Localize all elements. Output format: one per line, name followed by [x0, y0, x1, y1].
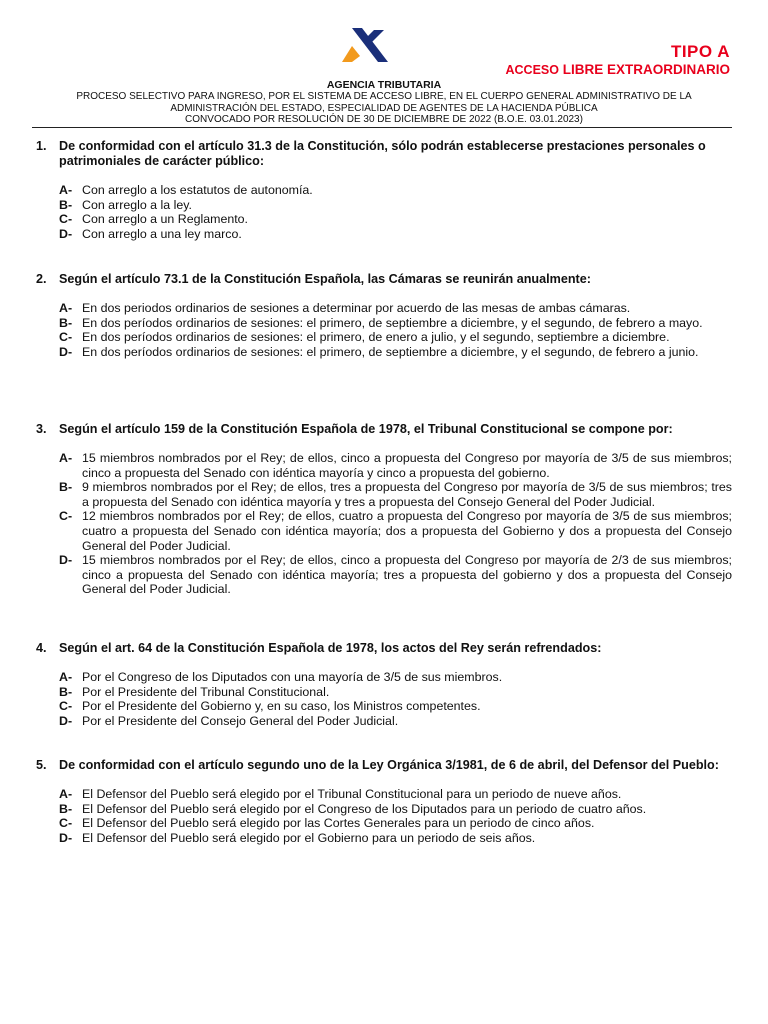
option-text: 15 miembros nombrados por el Rey; de ellos, cinco a propuesta del Congreso por mayoría de 2/3 de sus miembros; cinco a propuesta del Senado con idéntica mayoría; tres a propuesta del gobierno y dos a propuesta del Consejo General del Poder Judicial. — [82, 553, 732, 597]
question-number: 1. — [36, 139, 47, 153]
agency-title: AGENCIA TRIBUTARIA — [326, 79, 442, 91]
option-text: 9 miembros nombrados por el Rey; de ellos, tres a propuesta del Congreso por mayoría de 3/5 de sus miembros; tres a propuesta del Senado con idéntica mayoría y tres a propuesta del Consejo General del Poder Judicial. — [82, 480, 732, 509]
option-c — [59, 509, 732, 553]
logo-orange-triangle — [342, 46, 360, 62]
option-c — [59, 816, 732, 831]
question-text: De conformidad con el artículo 31.3 de la Constitución, sólo podrán establecerse prestaciones personales o patrimoniales de carácter público: — [59, 139, 706, 168]
option-d — [59, 345, 732, 360]
option-a — [59, 670, 732, 685]
option-text: El Defensor del Pueblo será elegido por el Gobierno para un periodo de seis años. — [82, 830, 536, 845]
option-text: En dos periodos ordinarios de sesiones a determinar por acuerdo de las mesas de ambas cámaras. — [82, 301, 631, 315]
question-1 — [36, 139, 732, 272]
option-a — [59, 301, 732, 316]
option-text: 15 miembros nombrados por el Rey; de ellos, cinco a propuesta del Congreso por mayoría de 3/5 de sus miembros; cinco a propuesta del Senado con idéntica mayoría y cinco a propuesta del gobierno. — [82, 451, 732, 480]
option-text: Con arreglo a los estatutos de autonomía. — [82, 183, 313, 197]
option-letter: A- — [59, 183, 73, 197]
option-c — [59, 699, 732, 714]
answer-options — [59, 451, 732, 597]
option-c — [59, 330, 732, 345]
option-text: El Defensor del Pueblo será elegido por el Congreso de los Diputados para un periodo de cuatro años. — [82, 801, 647, 816]
option-letter: A- — [59, 670, 73, 684]
subtitle-line: PROCESO SELECTIVO PARA INGRESO, POR EL SISTEMA DE ACCESO LIBRE, EN EL CUERPO GENERAL ADMINISTRATIVO DE LA — [76, 91, 692, 102]
header-divider — [32, 127, 732, 128]
option-letter: A- — [59, 301, 73, 315]
question-text: Según el art. 64 de la Constitución Española de 1978, los actos del Rey serán refrendados: — [59, 641, 602, 655]
question-title — [36, 272, 732, 287]
option-letter: C- — [59, 330, 73, 345]
option-letter: B- — [59, 480, 73, 495]
logo-blue-wedge — [364, 30, 384, 46]
question-number: 3. — [36, 422, 47, 436]
subtitle-line: CONVOCADO POR RESOLUCIÓN DE 30 DE DICIEMBRE DE 2022 (B.O.E. 03.01.2023) — [185, 114, 583, 125]
question-2 — [36, 272, 732, 422]
option-text: Por el Presidente del Consejo General del Poder Judicial. — [82, 713, 399, 728]
option-text: Con arreglo a la ley. — [82, 197, 192, 212]
access-word: ACCESO — [505, 63, 559, 77]
question-text: Según el artículo 159 de la Constitución Española de 1978, el Tribunal Constitucional se compone por: — [59, 422, 673, 436]
question-title — [36, 422, 732, 437]
access-rest: LIBRE EXTRAORDINARIO — [558, 62, 730, 77]
option-text: En dos períodos ordinarios de sesiones: el primero, de septiembre a diciembre, y el segundo, de febrero a junio. — [82, 344, 699, 359]
answer-options — [59, 301, 732, 359]
option-text: En dos períodos ordinarios de sesiones: el primero, de enero a julio, y el segundo, septiembre a diciembre. — [82, 330, 670, 345]
option-text: Por el Presidente del Tribunal Constitucional. — [82, 684, 330, 699]
option-letter: D- — [59, 713, 73, 728]
answer-options — [59, 670, 732, 728]
option-letter: D- — [59, 226, 73, 241]
question-number: 4. — [36, 641, 47, 655]
option-d — [59, 714, 732, 729]
subtitle-line: ADMINISTRACIÓN DEL ESTADO, ESPECIALIDAD DE AGENTES DE LA HACIENDA PÚBLICA — [170, 102, 598, 114]
option-d — [59, 553, 732, 597]
agencia-tributaria-logo — [338, 26, 390, 64]
option-text: El Defensor del Pueblo será elegido por el Tribunal Constitucional para un periodo de nueve años. — [82, 787, 622, 801]
option-letter: A- — [59, 787, 73, 801]
option-letter: D- — [59, 553, 73, 568]
option-text: En dos períodos ordinarios de sesiones: el primero, de septiembre a diciembre, y el segundo, de febrero a mayo. — [82, 315, 703, 330]
option-b — [59, 685, 732, 700]
option-letter: D- — [59, 830, 73, 845]
answer-options — [59, 787, 732, 845]
option-letter: C- — [59, 699, 73, 714]
question-5 — [36, 758, 732, 868]
option-letter: C- — [59, 509, 73, 524]
option-letter: B- — [59, 197, 73, 212]
option-text: Con arreglo a un Reglamento. — [82, 212, 248, 227]
option-letter: B- — [59, 801, 73, 816]
option-text: 12 miembros nombrados por el Rey; de ellos, cuatro a propuesta del Congreso por mayoría de 3/5 de sus miembros; cuatro a propuesta del Senado con idéntica mayoría; dos a propuesta del Gobierno y dos a propuesta del Consejo General del Poder Judicial. — [82, 509, 732, 553]
option-a — [59, 451, 732, 480]
option-text: Por el Congreso de los Diputados con una mayoría de 3/5 de sus miembros. — [82, 670, 503, 684]
option-letter: B- — [59, 315, 73, 330]
question-list — [36, 139, 732, 868]
option-letter: C- — [59, 816, 73, 831]
question-text: Según el artículo 73.1 de la Constitución Española, las Cámaras se reunirán anualmente: — [59, 272, 591, 286]
question-title — [36, 641, 732, 656]
question-number: 2. — [36, 272, 47, 286]
option-letter: C- — [59, 212, 73, 227]
option-b — [59, 802, 732, 817]
question-3 — [36, 422, 732, 641]
option-letter: D- — [59, 344, 73, 359]
option-d — [59, 227, 732, 242]
option-letter: A- — [59, 451, 73, 465]
option-a — [59, 183, 732, 198]
question-title — [36, 139, 732, 169]
question-4 — [36, 641, 732, 758]
question-text: De conformidad con el artículo segundo uno de la Ley Orgánica 3/1981, de 6 de abril, del Defensor del Pueblo: — [59, 758, 719, 772]
option-d — [59, 831, 732, 846]
question-number: 5. — [36, 758, 47, 772]
option-text: El Defensor del Pueblo será elegido por las Cortes Generales para un periodo de cinco años. — [82, 816, 595, 831]
option-text: Con arreglo a una ley marco. — [82, 226, 242, 241]
option-text: Por el Presidente del Gobierno y, en su caso, los Ministros competentes. — [82, 699, 481, 714]
exam-subtitle — [40, 91, 728, 126]
option-b — [59, 198, 732, 213]
exam-type-label: TIPO A — [670, 42, 730, 61]
option-a — [59, 787, 732, 802]
option-letter: B- — [59, 684, 73, 699]
option-b — [59, 316, 732, 331]
access-type-label — [506, 62, 731, 77]
question-title — [36, 758, 732, 773]
option-b — [59, 480, 732, 509]
option-c — [59, 212, 732, 227]
answer-options — [59, 183, 732, 241]
